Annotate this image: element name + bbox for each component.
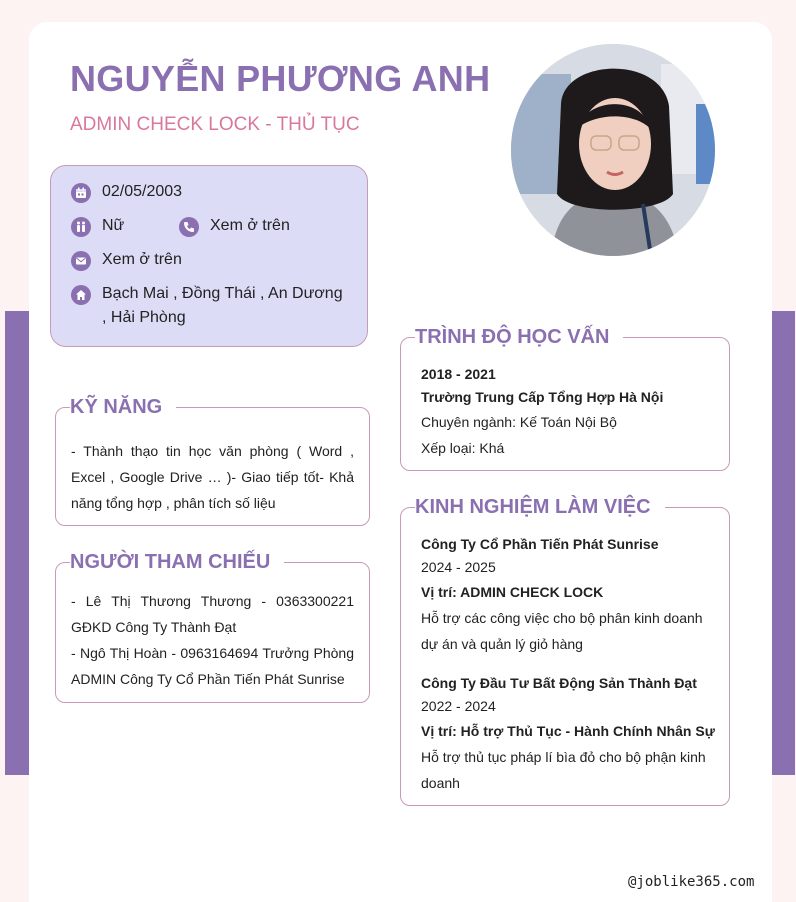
job-1-period: 2024 - 2025 xyxy=(421,559,496,575)
address-value: Bạch Mai , Đồng Thái , An Dương , Hải Phòng xyxy=(102,285,343,326)
email-value: Xem ở trên xyxy=(102,251,182,268)
gender-value: Nữ xyxy=(102,217,125,234)
birthday-value: 02/05/2003 xyxy=(102,183,183,200)
experience-title: KINH NGHIỆM LÀM VIỆC xyxy=(415,495,665,519)
education-title: TRÌNH ĐỘ HỌC VẤN xyxy=(415,325,623,349)
envelope-icon xyxy=(71,251,91,271)
education-major: Chuyên ngành: Kế Toán Nội Bộ xyxy=(421,414,617,430)
job-1-company: Công Ty Cổ Phần Tiến Phát Sunrise xyxy=(421,536,659,552)
candidate-position: ADMIN CHECK LOCK - THỦ TỤC xyxy=(70,114,360,135)
email-row xyxy=(71,251,182,271)
references-title: NGƯỜI THAM CHIẾU xyxy=(70,550,284,574)
calendar-icon xyxy=(71,183,91,203)
address-row xyxy=(71,285,351,330)
gender-row xyxy=(71,217,124,237)
job-2-desc: Hỗ trợ thủ tục pháp lí bìa đỏ cho bộ phận kinh doanh xyxy=(421,749,706,791)
skills-text: - Thành thạo tin học văn phòng ( Word , Excel , Google Drive … )- Giao tiếp tốt- Khả năng tổng hợp , phân tích số liệu xyxy=(71,443,354,511)
job-1-role: Vị trí: ADMIN CHECK LOCK xyxy=(421,584,604,600)
right-accent-band xyxy=(772,311,795,775)
education-grade: Xếp loại: Khá xyxy=(421,440,505,456)
phone-value: Xem ở trên xyxy=(210,217,290,234)
phone-icon xyxy=(179,217,199,237)
phone-row xyxy=(179,217,290,237)
job-2-role: Vị trí: Hỗ trợ Thủ Tục - Hành Chính Nhân Sự xyxy=(421,723,715,739)
skills-title: KỸ NĂNG xyxy=(70,395,176,419)
education-period: 2018 - 2021 xyxy=(421,366,496,382)
reference-item-1: - Lê Thị Thương Thương - 0363300221 GĐKD Công Ty Thành Đạt xyxy=(71,593,354,635)
avatar xyxy=(511,44,715,256)
candidate-name: NGUYỄN PHƯƠNG ANH xyxy=(70,58,491,99)
job-2-company: Công Ty Đầu Tư Bất Động Sản Thành Đạt xyxy=(421,675,697,691)
watermark-text: @joblike365.com xyxy=(628,874,755,890)
gender-icon xyxy=(71,217,91,237)
birthday-row xyxy=(71,183,182,203)
home-icon xyxy=(71,285,91,305)
reference-item-2: - Ngô Thị Hoàn - 0963164694 Trưởng Phòng ADMIN Công Ty Cổ Phần Tiến Phát Sunrise xyxy=(71,645,354,687)
job-2-period: 2022 - 2024 xyxy=(421,698,496,714)
job-1-desc: Hỗ trợ các công việc cho bộ phân kinh doanh dự án và quản lý giỏ hàng xyxy=(421,610,703,652)
education-school: Trường Trung Cấp Tổng Hợp Hà Nội xyxy=(421,389,664,405)
left-accent-band xyxy=(5,311,29,775)
